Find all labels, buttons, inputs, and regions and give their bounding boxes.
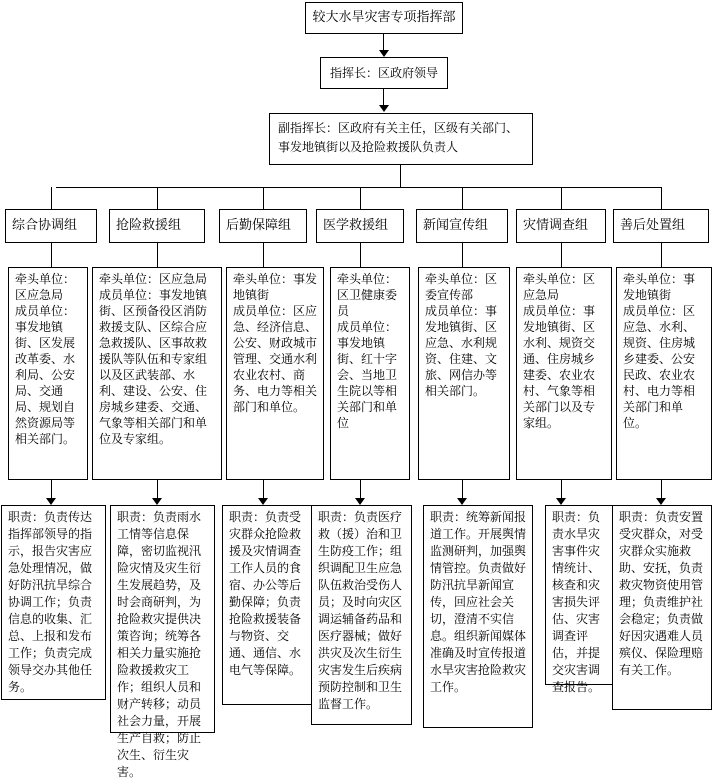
connector [263,243,264,267]
connector [157,480,158,498]
group-units-text: 牵头单位：区应急局 成员单位：事发地镇街、区水利、规资交通、住房城乡建委、农业农村、气象等相关部门以及专家组。 [523,272,596,430]
group-units-box [330,267,410,480]
connector [661,243,662,267]
connector [383,89,384,105]
connector [263,480,264,498]
arrow [457,498,467,505]
connector [51,480,52,498]
commander-box [320,57,448,89]
group-title: 善后处置组 [620,218,686,233]
bus-line [56,187,662,188]
group-title-box [613,209,709,243]
arrow [152,498,162,505]
connector [661,480,662,498]
group-units-text: 牵头单位：区委宣传部 成员单位：事发地镇街、区应急、水利规资、住建、文旅、网信办等相关部门。 [425,272,498,398]
connector [462,243,463,267]
connector [263,187,264,209]
connector [360,480,361,498]
group-duty-box [423,505,533,728]
connector [157,187,158,209]
group-title: 综合协调组 [12,218,78,233]
group-units-box [616,267,712,480]
arrow [656,498,666,505]
group-title: 医学救援组 [323,218,389,233]
connector [661,187,662,209]
group-title-box [516,209,606,243]
group-duty-text: 职责：负责受灾群众抢险救援及灾情调查工作人员的食宿、办公等后勤保障；负责抢险救援装备与物资、交通、通信、水电气等保障。 [229,510,302,677]
connector [51,243,52,267]
group-units-box [8,267,88,480]
connector [360,243,361,267]
connector [561,187,562,209]
group-title: 后勤保障组 [226,218,292,233]
group-duty-text: 职责：统筹新闻报道工作。开展舆情监测研判，加强舆情管控。负责做好防汛抗旱新闻宣传，回应社会关切，澄清不实信息。组织新闻媒体准确及时宣传报道水旱灾害抢险救灾工作。 [430,510,527,694]
group-duty-text: 职责：负责传达指挥部领导的指示，报告灾害应急处理情况，做好防汛抗旱综合协调工作；负责信息的收集、汇总、上报和发布工作；负责完成领导交办其他任务。 [8,510,93,694]
connector [360,187,361,209]
group-title: 新闻宣传组 [423,218,489,233]
group-duty-text: 职责：负责医疗救（援）治和卫生防疫工作；组织调配卫生应急队伍救治受伤人员；及时向灾区调运辅备药品和医疗器械；做好洪灾及次生衍生灾害发生后疾病预防控制和卫生监督工作。 [318,510,403,711]
arrow [258,498,268,505]
group-units-text: 牵头单位：事发地镇街 成员单位：区应急、经济信息、公安、财政城市管理、交通水利农业农村、商务、电力等相关部门和单位。 [233,272,318,414]
connector [462,187,463,209]
group-title-box [219,209,307,243]
group-duty-box [612,505,712,710]
group-units-box [516,267,612,480]
arrow [556,498,566,505]
group-units-text: 牵头单位：区应急局 成员单位：事发地镇街、区预备役区消防救援支队、区综合应急救援队、区事故救援队等队伍和专家组以及区武装部、水利、建设、公安、住房城乡建委、交通、气象等相关部门和单位及专家组。 [99,272,208,446]
connector [400,165,401,187]
group-duty-text: 职责：负责水旱灾害事件灾情统计、核查和灾害损失评估、灾害调查评估，并提交灾害调查报告。 [552,510,601,694]
group-title: 灾情调查组 [523,218,589,233]
group-units-text: 牵头单位：区应急局 成员单位：事发地镇街、区发展改革委、水利局、公安局、交通局、规划自然资源局等相关部门。 [15,272,76,446]
connector [157,243,158,267]
arrow [355,498,365,505]
arrow [379,105,389,112]
commander-label: 指挥长：区政府领导 [329,66,438,80]
group-duty-box [545,505,615,694]
connector [51,187,52,209]
connector [561,480,562,498]
group-title-box [416,209,508,243]
connector [462,480,463,498]
hq-title: 较大水旱灾害专项指挥部 [312,10,456,25]
deputy-box [269,113,533,165]
group-duty-box [1,505,106,700]
hq-box [305,2,463,34]
group-title-box [109,209,205,243]
connector [383,34,384,50]
group-units-box [92,267,222,480]
group-title-box [316,209,404,243]
group-duty-text: 职责：负责雨水工情等信息保障，密切监视汛险灾情及灾生衍生发展趋势，及时会商研判，为抢险救灾提供决策咨询；统筹各相关力量实施抢险救援救灾工作；组织人员和财产转移；动员社会力量，开展生产自救；防止次生、衍生灾害。 [117,510,202,779]
group-duty-text: 职责：负责安置受灾群众，对受灾群众实施救助、安抚，负责救灾物资使用管理；负责维护社会稳定；负责做好因灾遇难人员殡仪、保险理赔有关工作。 [619,510,704,677]
connector [561,243,562,267]
arrow [379,50,389,57]
group-duty-box [222,505,315,705]
group-duty-box [311,505,412,725]
deputy-label: 副指挥长：区政府有关主任，区级有关部门、事发地镇街以及抢险救援队负责人 [278,121,519,154]
group-units-text: 牵头单位：事发地镇街 成员单位：区应急、水利、规资、住房城乡建委、公安民政、农业农村、电力等相关部门和单位。 [623,272,696,430]
group-duty-box [110,505,215,779]
group-title: 抢险救援组 [116,218,182,233]
group-units-box [418,267,510,480]
group-title-box [5,209,97,243]
arrow [46,498,56,505]
group-units-text: 牵头单位：区卫健康委员 成员单位：事发地镇街、红十字会、当地卫生院以等相关部门和单位 [337,272,398,430]
group-units-box [226,267,324,480]
